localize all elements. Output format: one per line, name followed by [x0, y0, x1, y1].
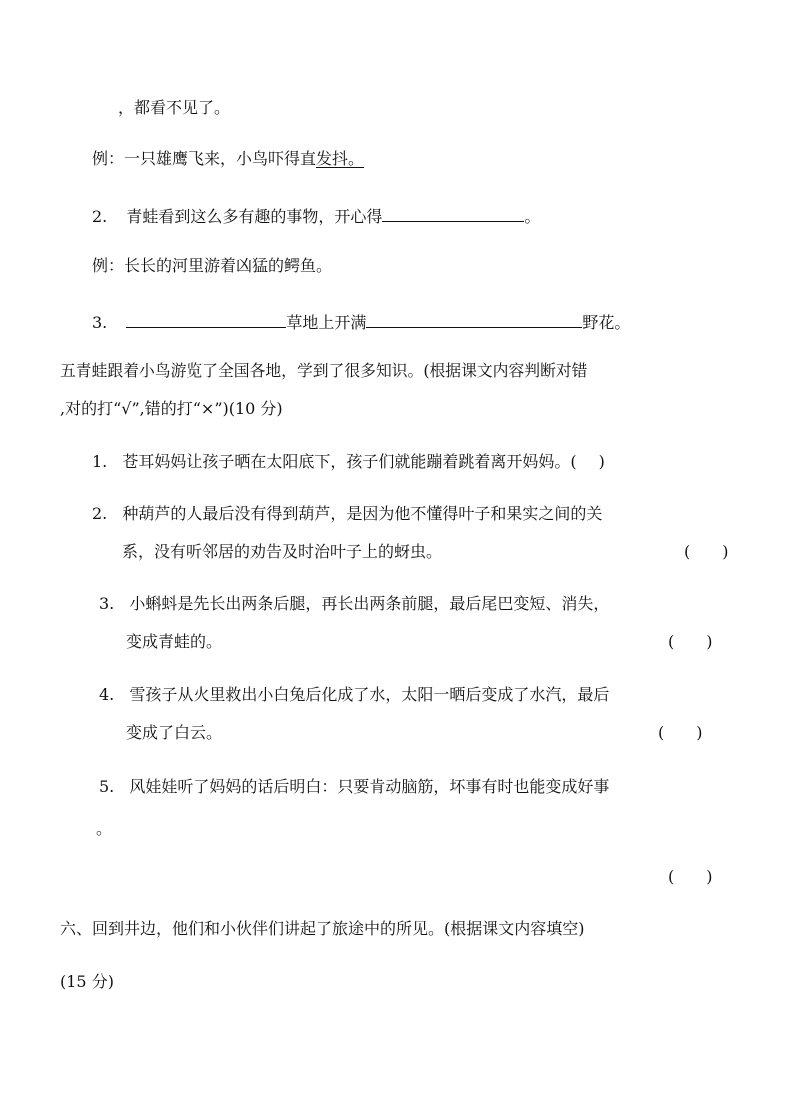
example-1-prefix: 例：一只雄鹰飞来，小鸟吓得直 [92, 149, 317, 168]
question-3-mid: 草地上开满 [286, 313, 367, 332]
judge-item-2 [92, 503, 602, 525]
answer-paren[interactable]: ( ) [668, 867, 713, 886]
question-3-number: 3. [92, 313, 108, 332]
fragment-line: ，都看不见了。 [118, 98, 231, 117]
judge-item-5-line2: 。 [96, 819, 113, 838]
answer-blank[interactable] [366, 309, 582, 328]
item-number: 4. [99, 685, 115, 704]
example-2: 例：长长的河里游着凶猛的鳄鱼。 [92, 256, 333, 275]
example-1-underlined: 发抖。 [316, 149, 365, 168]
judge-item-5 [99, 776, 609, 798]
answer-paren[interactable]: ( ) [658, 723, 703, 742]
section-6-heading-line2: (15 分) [60, 972, 114, 991]
question-2 [92, 203, 540, 228]
item-text: 雪孩子从火里救出小白兔后化成了水，太阳一晒后变成了水汽，最后 [129, 685, 610, 704]
judge-item-1 [92, 451, 605, 473]
item-number: 5. [99, 777, 115, 796]
section-5-heading: 五青蛙跟着小鸟游览了全国各地，学到了很多知识。(根据课文内容判断对错 [60, 361, 588, 380]
question-3 [92, 309, 630, 334]
question-2-text: 青蛙看到这么多有趣的事物，开心得 [126, 207, 383, 226]
judge-item-3 [99, 593, 609, 615]
item-text: 种葫芦的人最后没有得到葫芦，是因为他不懂得叶子和果实之间的关 [122, 504, 603, 523]
item-text: 苍耳妈妈让孩子晒在太阳底下，孩子们就能蹦着跳着离开妈妈。( [122, 452, 577, 471]
answer-blank[interactable] [382, 203, 524, 222]
item-number: 3. [99, 594, 115, 613]
judge-item-4-line2: 变成了白云。 [126, 723, 223, 742]
section-6-heading: 六、回到井边，他们和小伙伴们讲起了旅途中的所见。(根据课文内容填空) [60, 919, 585, 938]
item-text: 风娃娃听了妈妈的话后明白：只要肯动脑筋，坏事有时也能变成好事 [129, 777, 610, 796]
answer-paren[interactable]: ( ) [684, 542, 729, 561]
answer-blank[interactable] [126, 309, 286, 328]
item-number: 2. [92, 504, 108, 523]
judge-item-4 [99, 684, 609, 706]
answer-paren[interactable]: ( ) [668, 632, 713, 651]
judge-item-3-line2: 变成青蛙的。 [126, 632, 223, 651]
item-text: 小蝌蚪是先长出两条后腿，再长出两条前腿，最后尾巴变短、消失， [129, 594, 610, 613]
question-2-number: 2. [92, 207, 108, 226]
question-2-suffix: 。 [524, 207, 541, 226]
item-number: 1. [92, 452, 108, 471]
judge-item-2-line2: 系，没有听邻居的劝告及时治叶子上的蚜虫。 [122, 542, 443, 561]
answer-paren[interactable]: ) [598, 452, 605, 471]
question-3-end: 野花。 [582, 313, 631, 332]
section-5-heading-line2: ,对的打“√”,错的打“×”)(10 分) [60, 399, 283, 418]
example-1 [92, 148, 364, 170]
